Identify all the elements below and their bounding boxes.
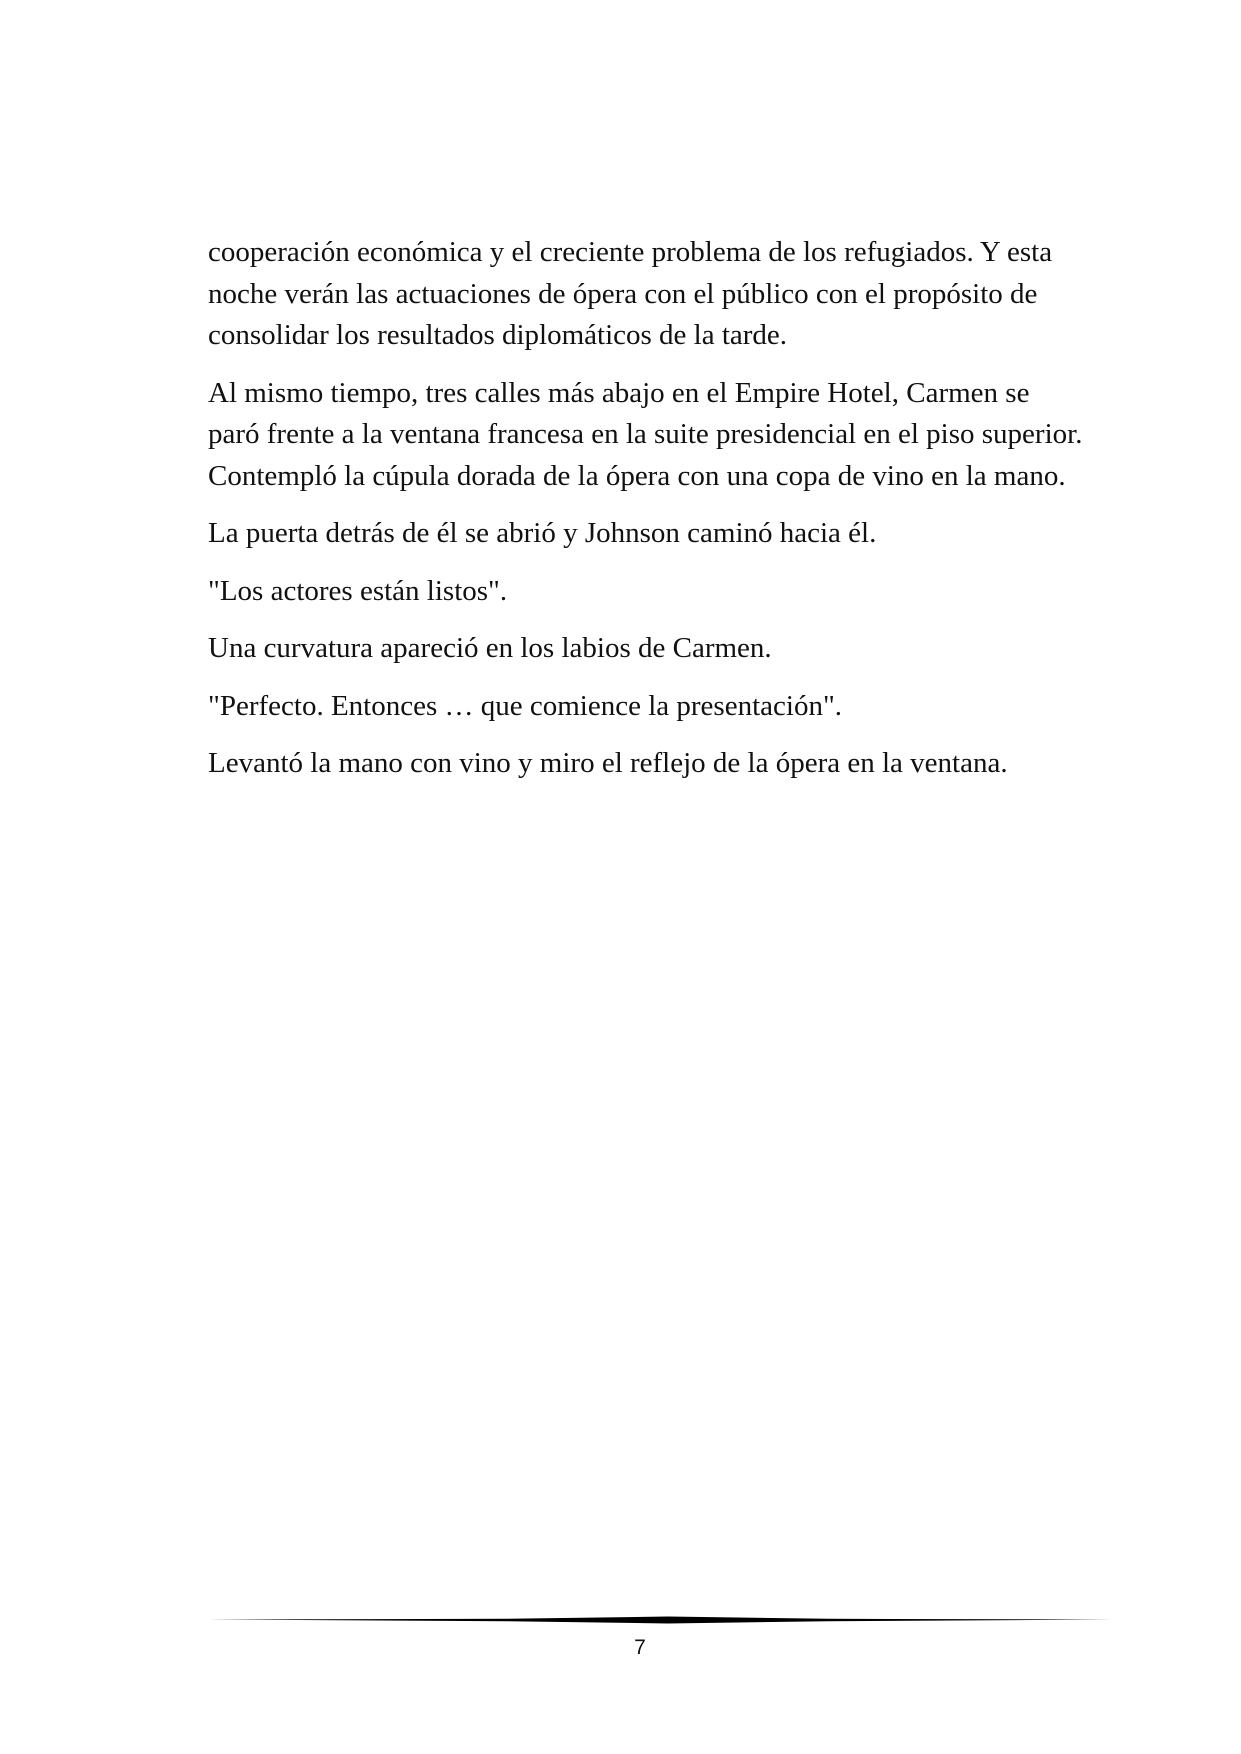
footer-rule bbox=[208, 1614, 1112, 1626]
paragraph-6: "Perfecto. Entonces … que comience la presentación". bbox=[208, 689, 843, 722]
paragraph-5: Una curvatura apareció en los labios de Carmen. bbox=[208, 632, 772, 664]
paragraph-7: Levantó la mano con vino y miro el reflejo de la ópera en la ventana. bbox=[208, 747, 1008, 779]
paragraph-3: La puerta detrás de él se abrió y Johnson caminó hacia él. bbox=[208, 517, 877, 549]
body-text bbox=[208, 232, 1088, 801]
page-number: 7 bbox=[634, 1636, 646, 1659]
paragraph-4: "Los actores están listos". bbox=[208, 574, 508, 607]
paragraph-2: Al mismo tiempo, tres calles más abajo en el Empire Hotel, Carmen se paró frente a la ventana francesa en la suite presidencial en el piso superior. Contempló la cúpula dorada de la ópera con una copa de vino en la mano. bbox=[208, 376, 1083, 492]
paragraph-1: cooperación económica y el creciente problema de los refugiados. Y esta noche verán las actuaciones de ópera con el público con el propósito de consolidar los resultados diplomáticos de la tarde. bbox=[208, 236, 1053, 351]
